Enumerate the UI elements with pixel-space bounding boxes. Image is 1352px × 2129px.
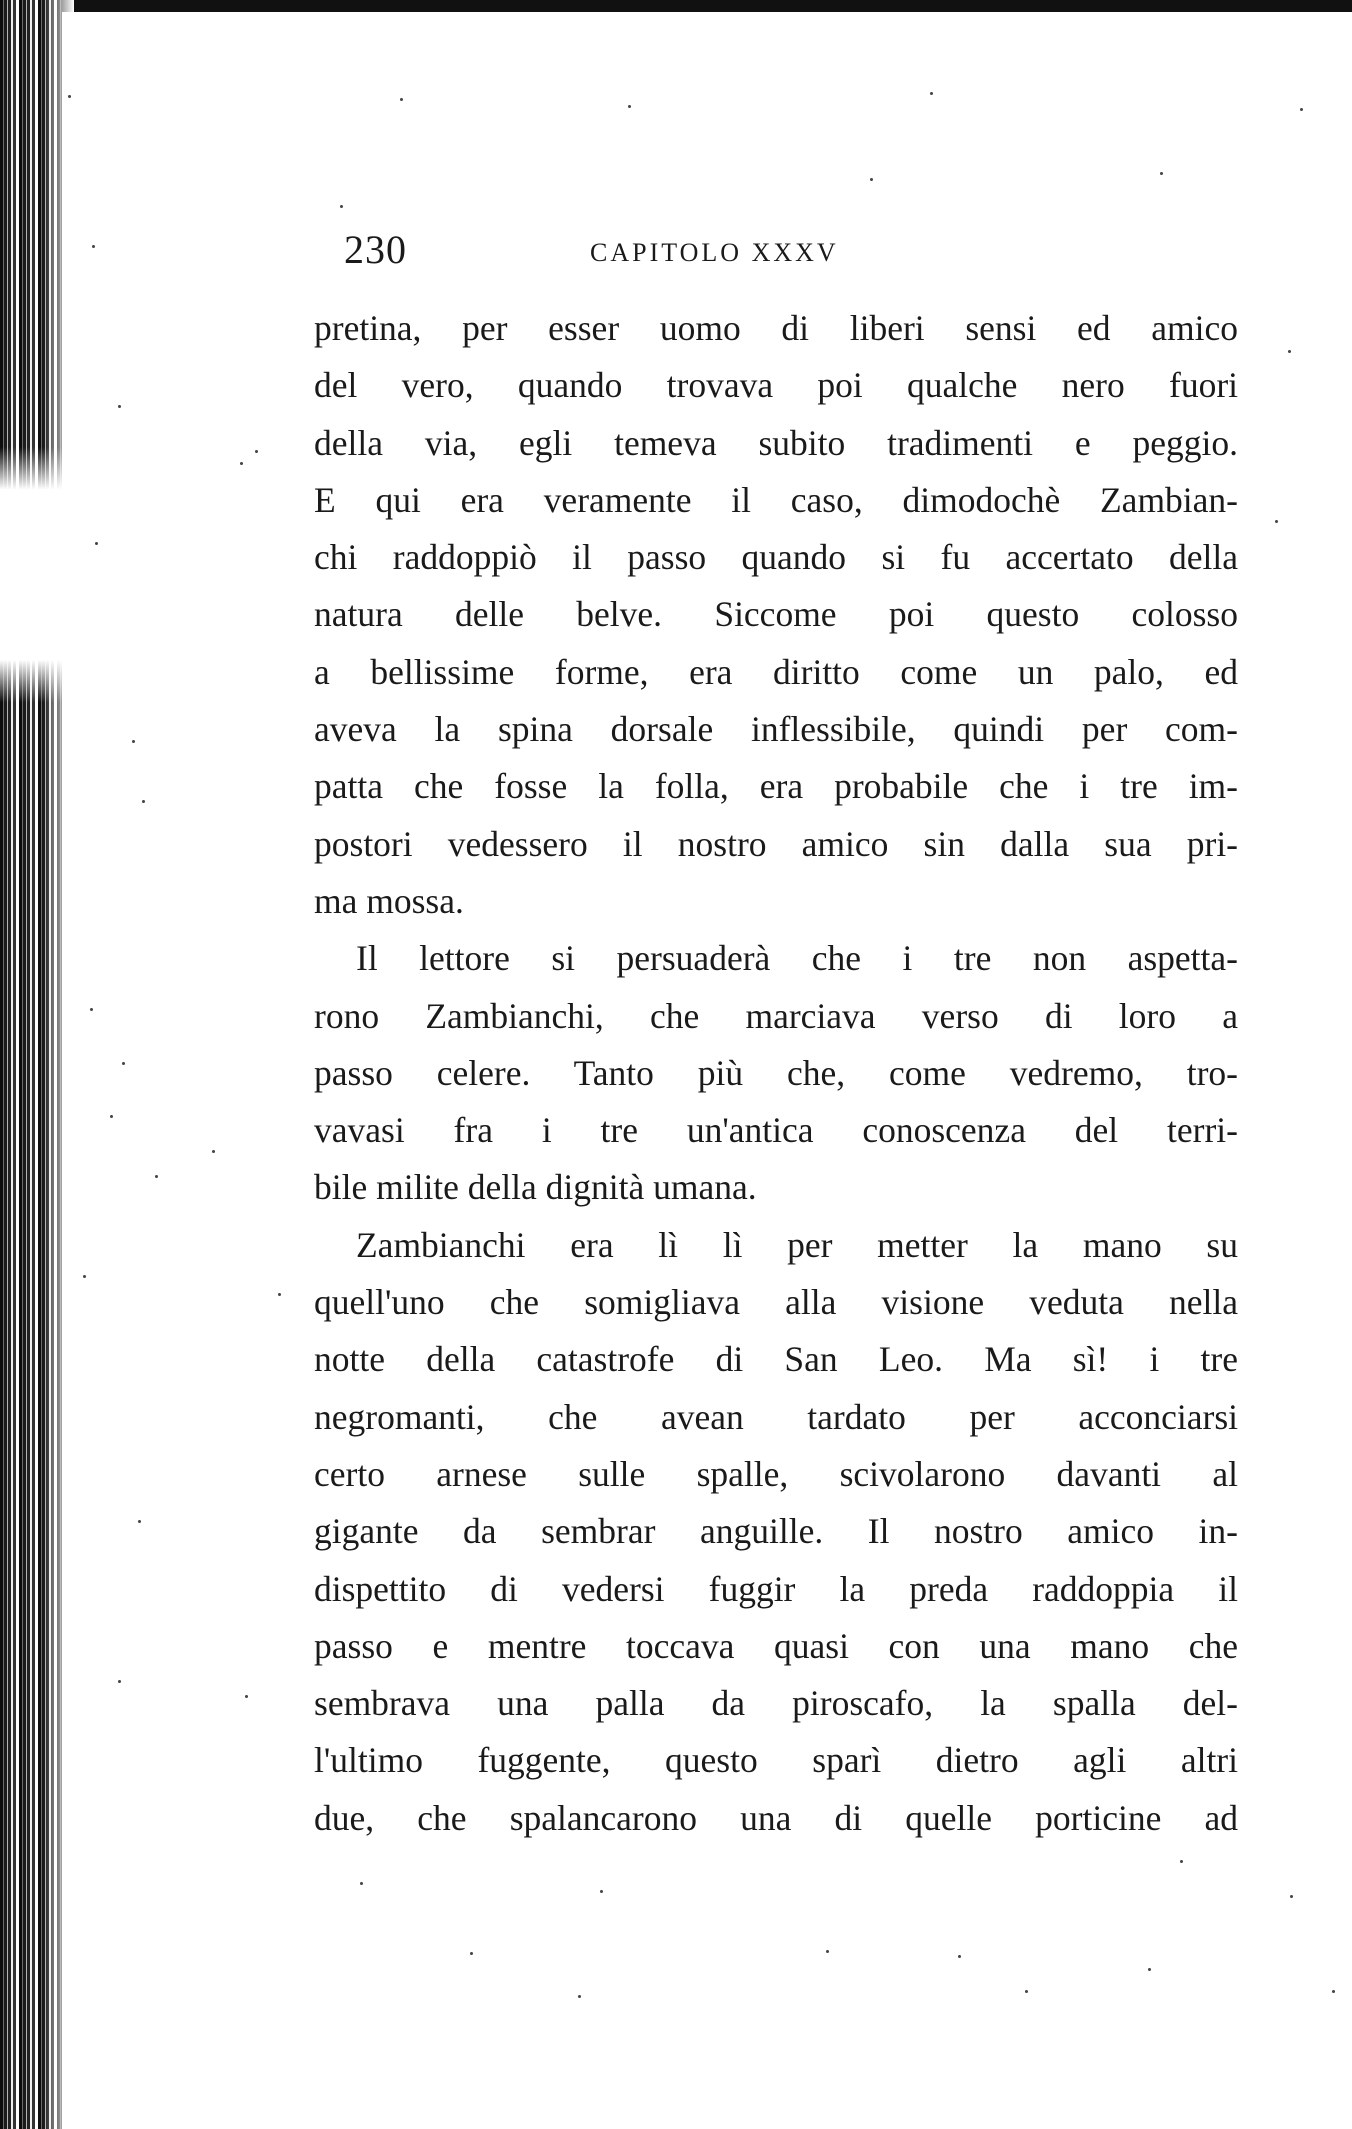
text-line: due, che spalancarono una di quelle porticine ad — [314, 1797, 1238, 1838]
scan-speck — [360, 1882, 363, 1885]
text-line: passo e mentre toccava quasi con una mano che — [314, 1625, 1238, 1666]
paragraph — [314, 300, 1238, 930]
scan-speck — [92, 245, 95, 248]
scan-speck — [110, 1115, 113, 1118]
scan-speck — [255, 450, 258, 453]
scan-speck — [122, 1062, 125, 1065]
text-line: sembrava una palla da piroscafo, la spalla del- — [314, 1683, 1238, 1724]
text-line: rono Zambianchi, che marciava verso di loro a — [314, 995, 1238, 1036]
text-line: certo arnese sulle spalle, scivolarono davanti al — [314, 1453, 1238, 1494]
running-head: CAPITOLO XXXV — [590, 238, 839, 267]
text-line: patta che fosse la folla, era probabile che i tre im- — [314, 766, 1238, 807]
text-line: a bellissime forme, era diritto come un palo, ed — [314, 651, 1238, 692]
scan-speck — [870, 178, 873, 181]
text-line: vavasi fra i tre un'antica conoscenza del terri- — [314, 1110, 1238, 1151]
page-top-edge — [0, 0, 1352, 12]
scan-speck — [578, 1995, 581, 1998]
scan-speck — [118, 405, 121, 408]
scan-speck — [245, 1695, 248, 1698]
scan-speck — [958, 1955, 961, 1958]
binding-fade — [44, 0, 74, 2129]
text-line: chi raddoppiò il passo quando si fu accertato della — [314, 537, 1238, 578]
scan-speck — [628, 105, 631, 108]
text-line: passo celere. Tanto più che, come vedremo, tro- — [314, 1052, 1238, 1093]
text-line: ma mossa. — [314, 880, 464, 921]
scan-speck — [212, 1150, 215, 1153]
scan-speck — [118, 1680, 121, 1683]
scan-speck — [1148, 1968, 1151, 1971]
scan-speck — [826, 1950, 829, 1953]
scan-speck — [68, 95, 71, 98]
body-text — [314, 300, 1238, 1847]
paragraph — [314, 1217, 1238, 1847]
text-line: negromanti, che avean tardato per acconciarsi — [314, 1396, 1238, 1437]
text-line: natura delle belve. Siccome poi questo colosso — [314, 594, 1238, 635]
text-line: dispettito di vedersi fuggir la preda raddoppia il — [314, 1568, 1238, 1609]
scan-speck — [138, 1520, 141, 1523]
page-header — [344, 226, 924, 276]
scan-speck — [1290, 1895, 1293, 1898]
text-line: l'ultimo fuggente, questo sparì dietro agli altri — [314, 1740, 1238, 1781]
text-line: E qui era veramente il caso, dimodochè Zambian- — [314, 479, 1238, 520]
scan-speck — [930, 92, 933, 95]
scan-speck — [95, 542, 98, 545]
scan-speck — [90, 1008, 93, 1011]
scan-speck — [132, 740, 135, 743]
scan-speck — [278, 1293, 281, 1296]
scan-speck — [83, 1275, 86, 1278]
scan-speck — [155, 1175, 158, 1178]
text-line: postori vedessero il nostro amico sin dalla sua pri- — [314, 823, 1238, 864]
text-line: gigante da sembrar anguille. Il nostro amico in- — [314, 1511, 1238, 1552]
text-line: Zambianchi era lì lì per metter la mano su — [356, 1224, 1238, 1265]
text-line: aveva la spina dorsale inflessibile, quindi per com- — [314, 709, 1238, 750]
text-line: bile milite della dignità umana. — [314, 1167, 757, 1208]
scan-speck — [1025, 1990, 1028, 1993]
scan-speck — [1180, 1860, 1183, 1863]
scan-speck — [400, 98, 403, 101]
scan-speck — [470, 1952, 473, 1955]
scan-speck — [1332, 1990, 1335, 1993]
scan-speck — [1300, 108, 1303, 111]
scan-speck — [1275, 520, 1278, 523]
page-number: 230 — [344, 227, 407, 272]
text-line: notte della catastrofe di San Leo. Ma sì! i tre — [314, 1339, 1238, 1380]
scan-speck — [1288, 350, 1291, 353]
text-line: quell'uno che somigliava alla visione veduta nella — [314, 1282, 1238, 1323]
text-line: della via, egli temeva subito tradimenti e peggio. — [314, 422, 1238, 463]
text-line: pretina, per esser uomo di liberi sensi ed amico — [314, 308, 1238, 348]
text-line: del vero, quando trovava poi qualche nero fuori — [314, 365, 1238, 406]
scan-speck — [142, 800, 145, 803]
scan-speck — [340, 205, 343, 208]
scan-speck — [240, 462, 243, 465]
scan-speck — [600, 1890, 603, 1893]
paragraph — [314, 930, 1238, 1216]
text-line: Il lettore si persuaderà che i tre non aspetta- — [356, 938, 1238, 979]
scan-speck — [1160, 172, 1163, 175]
